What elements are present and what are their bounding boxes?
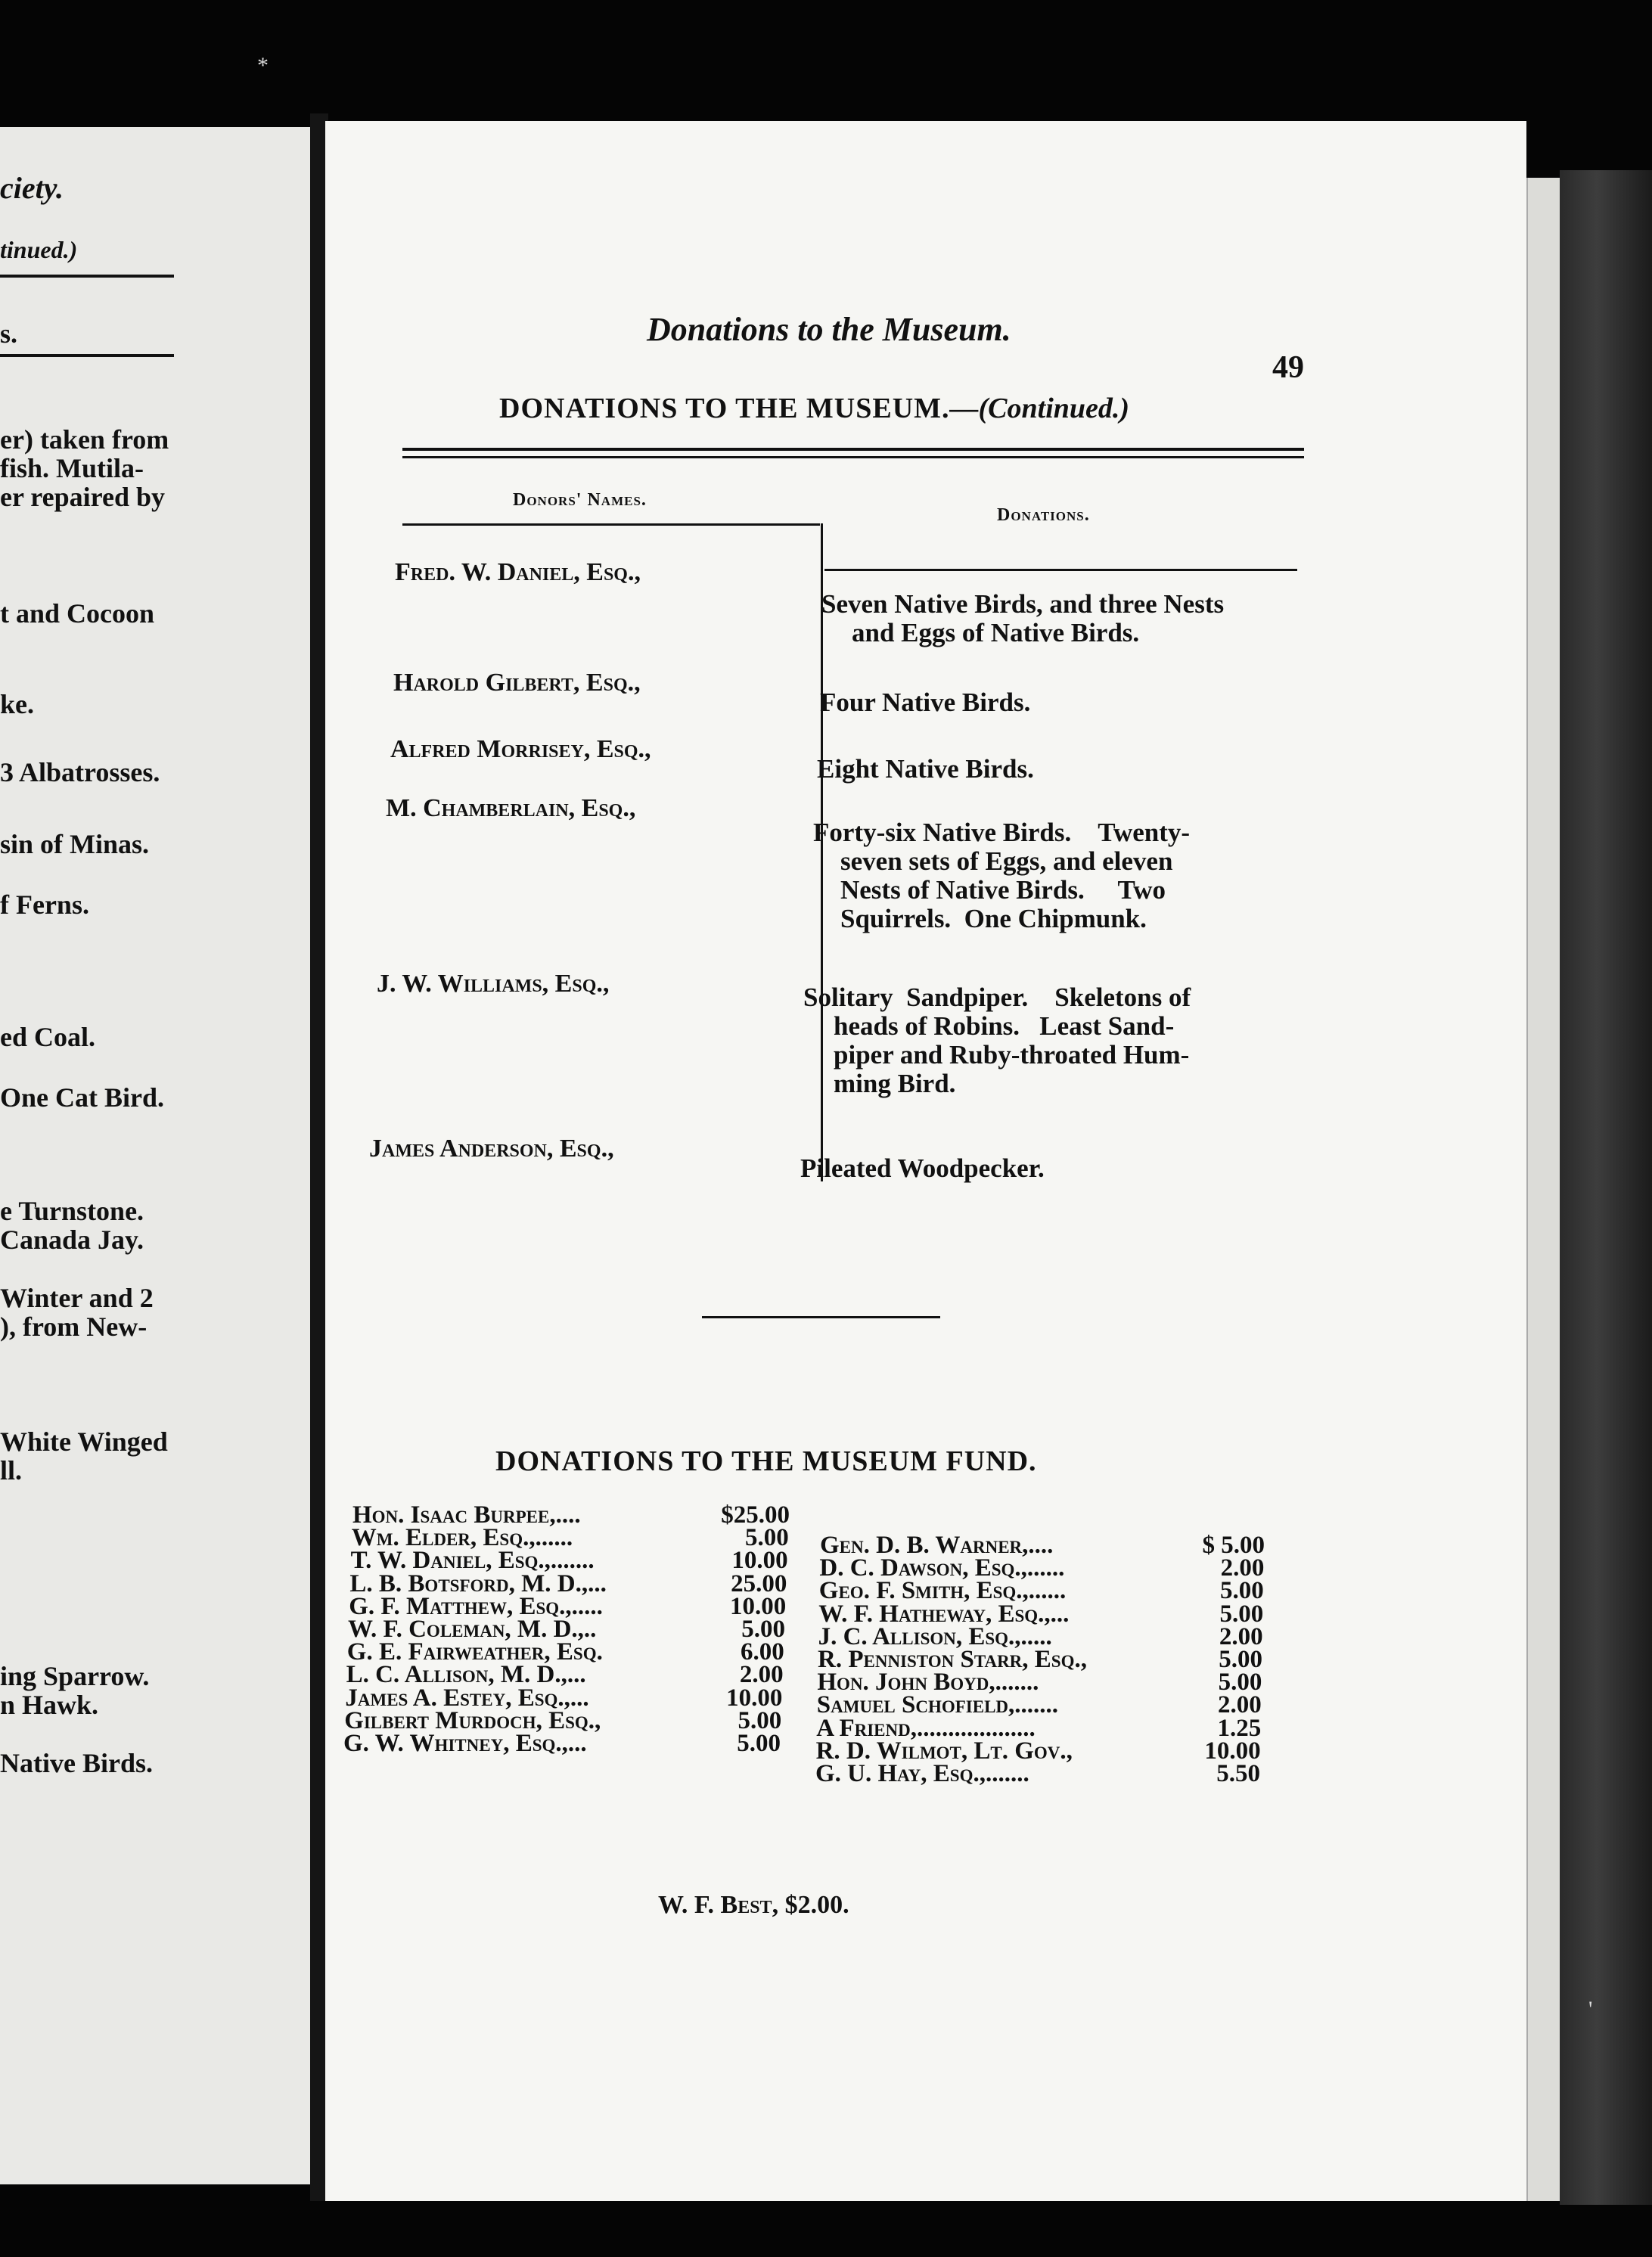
fund-amount: 5.00 [1219, 1646, 1262, 1673]
left-line: er repaired by [0, 482, 165, 512]
donor-name: James Anderson, Esq., [369, 1135, 614, 1163]
fund-amount: 5.00 [1218, 1669, 1262, 1697]
fund-donor-name: T. W. Daniel, Esq.,....... [350, 1547, 595, 1575]
left-line: ciety. [0, 171, 64, 205]
fund-donor-name: Wm. Elder, Esq.,...... [351, 1524, 573, 1552]
fund-donor-name: G. E. Fairweather, Esq. [346, 1638, 603, 1666]
left-line: sin of Minas. [0, 829, 150, 859]
double-rule [402, 456, 1304, 458]
double-rule [402, 448, 1304, 451]
column-header-donations: Donations. [997, 505, 1090, 525]
fund-donor-name: J. C. Allison, Esq.,..... [818, 1622, 1052, 1650]
left-line: Canada Jay. [0, 1225, 144, 1255]
fund-amount: 5.00 [741, 1616, 785, 1643]
header-rule-right [824, 569, 1297, 571]
section-title-text: DONATIONS TO THE MUSEUM. [499, 393, 950, 424]
donor-name: M. Chamberlain, Esq., [386, 794, 636, 822]
left-line: ke. [0, 689, 34, 719]
fund-amount: 2.00 [1218, 1691, 1262, 1719]
fund-amount: $25.00 [721, 1501, 790, 1529]
column-header-donors: Donors' Names. [513, 490, 647, 510]
fund-donor-name: James A. Estey, Esq.,... [345, 1684, 589, 1712]
fund-donor-name: W. F. Hatheway, Esq.,... [818, 1600, 1070, 1628]
fund-donor-name: D. C. Dawson, Esq.,...... [819, 1554, 1065, 1582]
running-head: Donations to the Museum. [647, 311, 1011, 348]
donor-name: Harold Gilbert, Esq., [393, 669, 641, 697]
left-line: White Winged [0, 1427, 168, 1457]
left-line: er) taken from [0, 424, 169, 455]
left-line: f Ferns. [0, 889, 89, 920]
donation-text [821, 590, 1313, 647]
left-line: fish. Mutila- [0, 453, 144, 483]
left-line: ed Coal. [0, 1022, 95, 1052]
fund-donor-name: R. D. Wilmot, Lt. Gov., [815, 1737, 1073, 1765]
section-title-donations [499, 392, 1129, 425]
fund-amount: 5.50 [1216, 1760, 1260, 1787]
fund-amount: 2.00 [739, 1661, 784, 1689]
fund-amount: 10.00 [1204, 1737, 1261, 1765]
fund-amount: 10.00 [731, 1547, 788, 1575]
donation-line: Squirrels. One Chipmunk. [840, 904, 1147, 933]
left-line: n Hawk. [0, 1690, 99, 1720]
fund-donor-name: W. F. Coleman, M. D.,.. [348, 1616, 597, 1643]
fund-donor-name: L. C. Allison, M. D.,... [346, 1661, 586, 1689]
page-number: 49 [1272, 350, 1304, 385]
fund-footer: W. F. Best, $2.00. [658, 1891, 849, 1919]
donation-text: Pileated Woodpecker. [800, 1153, 1045, 1183]
left-line: Native Birds. [0, 1748, 153, 1778]
donation-line: Nests of Native Birds. Two [840, 875, 1166, 905]
left-line: Winter and 2 [0, 1283, 154, 1313]
fund-donor-name: Gilbert Murdoch, Esq., [344, 1706, 601, 1734]
fund-donor-name: L. B. Botsford, M. D.,... [349, 1569, 607, 1597]
fund-amount: 5.00 [745, 1524, 789, 1552]
donation-line: piper and Ruby-throated Hum- [834, 1040, 1190, 1070]
fund-donor-name: G. U. Hay, Esq.,....... [815, 1760, 1029, 1787]
page-edges [1526, 178, 1561, 2201]
fund-donor-name: Gen. D. B. Warner,.... [820, 1532, 1054, 1559]
header-rule-left [402, 523, 820, 526]
section-title-continued: —(Continued.) [949, 393, 1130, 424]
donation-line: and Eggs of Native Birds. [852, 618, 1140, 647]
fund-amount: 1.25 [1217, 1714, 1262, 1742]
left-line: tinued.) [0, 236, 78, 263]
donor-name: Fred. W. Daniel, Esq., [395, 558, 641, 586]
speck: ' [1588, 1997, 1593, 2022]
fund-donor-name: Geo. F. Smith, Esq.,...... [818, 1577, 1067, 1605]
fund-donor-name: A Friend,................... [816, 1714, 1036, 1742]
donation-line: Seven Native Birds, and three Nests [821, 589, 1225, 619]
donation-text [803, 983, 1295, 1098]
left-page-fragment [0, 127, 316, 2184]
donation-text: Eight Native Birds. [817, 754, 1034, 784]
left-line: e Turnstone. [0, 1196, 144, 1226]
fund-donor-name: G. W. Whitney, Esq.,... [343, 1730, 587, 1757]
fund-amount: 10.00 [726, 1684, 783, 1712]
left-line: ), from New- [0, 1312, 148, 1342]
left-line: s. [0, 318, 18, 349]
donation-text: Four Native Birds. [820, 688, 1031, 717]
fund-donor-name: Hon. Isaac Burpee,.... [352, 1501, 581, 1529]
book-cover-edge [1560, 170, 1652, 2205]
donation-line: ming Bird. [834, 1069, 956, 1098]
donation-text [813, 818, 1290, 933]
fund-donor-name: Samuel Schofield,....... [816, 1691, 1059, 1719]
speck: * [257, 53, 269, 78]
left-line: ll. [0, 1455, 23, 1486]
donor-name: Alfred Morrisey, Esq., [390, 735, 651, 763]
fund-amount: 25.00 [731, 1569, 787, 1597]
fund-amount: 2.00 [1220, 1554, 1265, 1582]
fund-amount: 2.00 [1219, 1622, 1263, 1650]
donation-line: Forty-six Native Birds. Twenty- [813, 818, 1191, 847]
fund-amount: 6.00 [741, 1638, 784, 1666]
left-line: t and Cocoon [0, 598, 155, 629]
fund-amount: 10.00 [729, 1592, 787, 1620]
donation-line: Solitary Sandpiper. Skeletons of [803, 983, 1191, 1012]
left-line: 3 Albatrosses. [0, 757, 160, 787]
donation-line: heads of Robins. Least Sand- [834, 1011, 1175, 1041]
donor-name: J. W. Williams, Esq., [377, 970, 610, 998]
section-divider [702, 1316, 940, 1318]
left-rule [0, 354, 174, 357]
left-line: ing Sparrow. [0, 1661, 150, 1691]
fund-donor-name: R. Penniston Starr, Esq., [818, 1646, 1087, 1673]
left-line: One Cat Bird. [0, 1082, 165, 1113]
fund-donor-name: Hon. John Boyd,....... [817, 1669, 1039, 1697]
fund-donor-name: G. F. Matthew, Esq.,..... [349, 1592, 603, 1620]
fund-amount: 5.00 [1220, 1577, 1264, 1605]
fund-amount: $ 5.00 [1202, 1532, 1265, 1559]
fund-amount: 5.00 [738, 1706, 782, 1734]
fund-amount: 5.00 [1219, 1600, 1264, 1628]
section-title-fund: DONATIONS TO THE MUSEUM FUND. [495, 1445, 1037, 1477]
donation-line: seven sets of Eggs, and eleven [840, 846, 1173, 876]
fund-amount: 5.00 [737, 1730, 781, 1757]
left-rule [0, 275, 174, 278]
